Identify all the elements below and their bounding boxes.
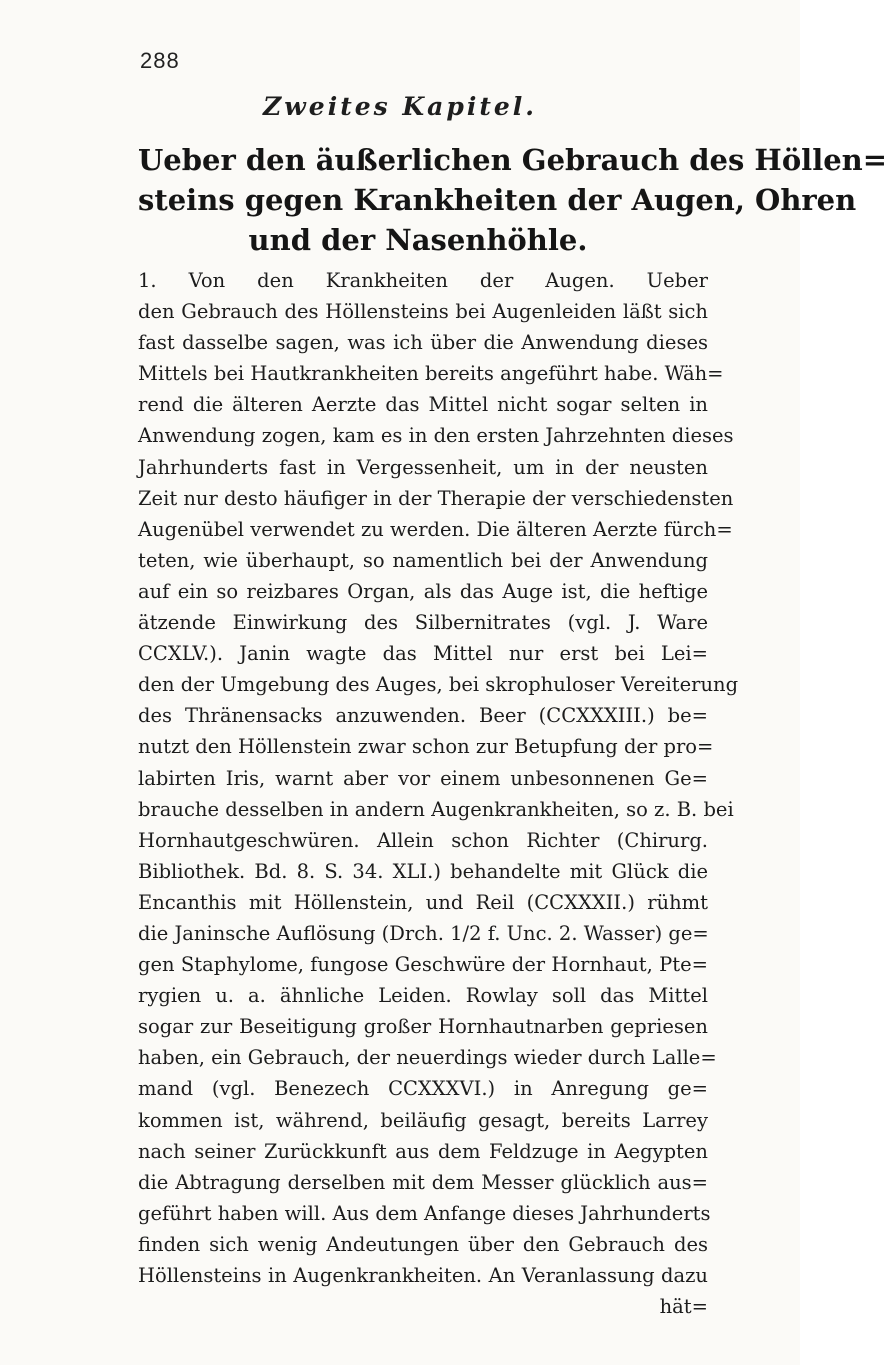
text-line: den der Umgebung des Auges, bei skrophuloser Vereiterung <box>138 673 739 697</box>
text-line: labirten Iris, warnt aber vor einem unbesonnenen Ge= <box>138 766 708 790</box>
text-line: nach seiner Zurückkunft aus dem Feldzuge in Aegypten <box>138 1139 708 1163</box>
text-line: brauche desselben in andern Augenkrankheiten, so z. B. bei <box>138 797 734 821</box>
text-line: die Abtragung derselben mit dem Messer glücklich aus= <box>138 1170 708 1194</box>
text-line: auf ein so reizbares Organ, als das Auge ist, die heftige <box>138 579 708 603</box>
text-line: den Gebrauch des Höllensteins bei Augenleiden läßt sich <box>138 300 708 324</box>
text-line: sogar zur Beseitigung großer Hornhautnarben gepriesen <box>138 1015 708 1039</box>
section-title-line: und der Nasenhöhle. <box>248 223 588 257</box>
body-text <box>138 265 739 1322</box>
text-line: gen Staphylome, fungose Geschwüre der Hornhaut, Pte= <box>138 953 708 977</box>
text-line: fast dasselbe sagen, was ich über die Anwendung dieses <box>138 331 708 355</box>
text-line: ätzende Einwirkung des Silbernitrates (vgl. J. Ware <box>138 611 708 635</box>
section-title-line: steins gegen Krankheiten der Augen, Ohren <box>138 183 857 217</box>
text-line: hät= <box>659 1295 708 1319</box>
text-line: 1. Von den Krankheiten der Augen. Ueber <box>138 269 708 292</box>
page-number: 288 <box>140 48 180 73</box>
text-line: finden sich wenig Andeutungen über den Gebrauch des <box>138 1232 708 1256</box>
text-line: CCXLV.). Janin wagte das Mittel nur erst bei Lei= <box>138 642 708 666</box>
text-line: Hornhautgeschwüren. Allein schon Richter (Chirurg. <box>138 828 708 852</box>
chapter-heading: Zweites Kapitel. <box>263 92 537 121</box>
text-line: Zeit nur desto häufiger in der Therapie der verschiedensten <box>138 486 734 510</box>
section-title-line: Ueber den äußerlichen Gebrauch des Höllen= <box>138 143 887 177</box>
text-line: Mittels bei Hautkrankheiten bereits angeführt habe. Wäh= <box>138 362 724 386</box>
text-line: mand (vgl. Benezech CCXXXVI.) in Anregung ge= <box>138 1077 708 1101</box>
text-line: Encanthis mit Höllenstein, und Reil (CCXXXII.) rühmt <box>138 890 708 914</box>
section-title <box>138 140 887 260</box>
text-line: Bibliothek. Bd. 8. S. 34. XLI.) behandelte mit Glück die <box>138 859 708 883</box>
text-line: rend die älteren Aerzte das Mittel nicht sogar selten in <box>138 393 708 417</box>
text-line: die Janinsche Auflösung (Drch. 1/2 f. Unc. 2. Wasser) ge= <box>138 921 709 945</box>
text-line: haben, ein Gebrauch, der neuerdings wieder durch Lalle= <box>138 1046 717 1070</box>
text-line: teten, wie überhaupt, so namentlich bei der Anwendung <box>138 548 708 572</box>
text-line: nutzt den Höllenstein zwar schon zur Betupfung der pro= <box>138 735 714 759</box>
text-line: Augenübel verwendet zu werden. Die älteren Aerzte fürch= <box>138 517 733 541</box>
text-line: Jahrhunderts fast in Vergessenheit, um in der neusten <box>138 455 708 479</box>
text-line: Höllensteins in Augenkrankheiten. An Veranlassung dazu <box>138 1264 708 1287</box>
text-line: des Thränensacks anzuwenden. Beer (CCXXXIII.) be= <box>138 704 708 728</box>
text-line: rygien u. a. ähnliche Leiden. Rowlay soll das Mittel <box>138 984 708 1008</box>
text-line: Anwendung zogen, kam es in den ersten Jahrzehnten dieses <box>138 424 734 448</box>
text-line: kommen ist, während, beiläufig gesagt, bereits Larrey <box>138 1108 708 1132</box>
text-line: geführt haben will. Aus dem Anfange dieses Jahrhunderts <box>138 1201 711 1225</box>
